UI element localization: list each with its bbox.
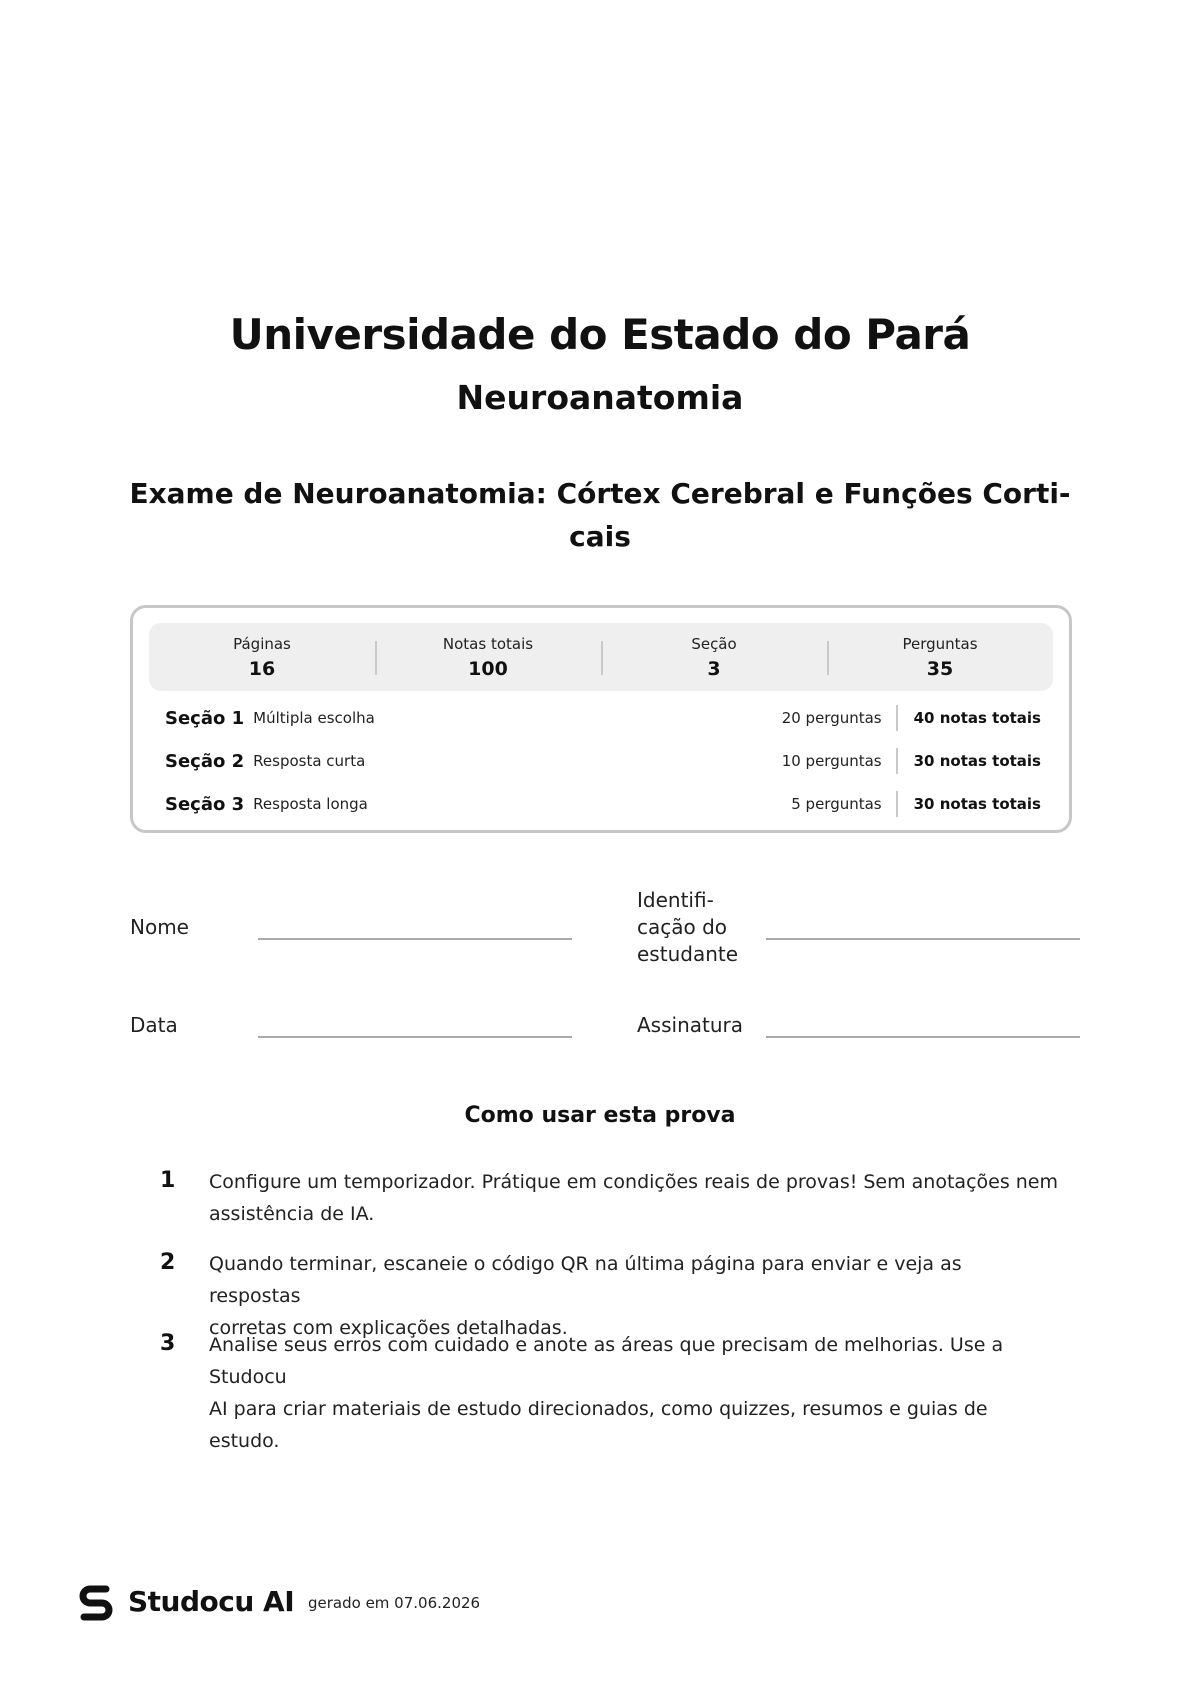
exam-title-line-1: Exame de Neuroanatomia: Córtex Cerebral e Funções Corti- — [129, 477, 1071, 510]
section-meta — [782, 705, 1041, 731]
studocu-logo-icon — [78, 1583, 114, 1621]
student-id-label-line-3: estudante — [637, 942, 739, 966]
divider — [896, 705, 898, 731]
divider — [896, 791, 898, 817]
section-row-1 — [165, 703, 1041, 733]
section-meta — [782, 748, 1041, 774]
student-id-label — [637, 887, 738, 968]
step-text — [209, 1329, 1059, 1457]
step-text-line: corretas com explicações detalhadas. — [209, 1317, 568, 1339]
brand-name: Studocu AI — [128, 1585, 295, 1618]
step-text-line: assistência de IA. — [209, 1203, 375, 1225]
section-type: Resposta longa — [253, 795, 368, 813]
step-text-line: AI para criar materiais de estudo direcionados, como quizzes, resumos e guias de estudo. — [209, 1398, 988, 1452]
section-points: 40 notas totais — [913, 709, 1041, 727]
section-name: Seção 2 — [165, 750, 245, 772]
stat-value: 100 — [468, 657, 508, 680]
step-text — [209, 1166, 1059, 1230]
section-name: Seção 1 — [165, 707, 245, 729]
section-type: Múltipla escolha — [253, 709, 375, 727]
stat-label: Seção — [691, 634, 737, 653]
step-text-line: Quando terminar, escaneie o código QR na última página para enviar e veja as respostas — [209, 1253, 962, 1307]
stat-value: 35 — [926, 657, 954, 680]
stats-bar — [149, 623, 1053, 691]
student-id-field[interactable] — [766, 938, 1080, 940]
stat-questions — [827, 623, 1053, 691]
student-id-label-line-1: Identifi- — [637, 888, 714, 912]
stat-sections — [601, 623, 827, 691]
signature-field[interactable] — [766, 1036, 1080, 1038]
step-text-line: Configure um temporizador. Prátique em condições reais de provas! Sem anotações nem — [209, 1171, 1059, 1193]
exam-title — [120, 472, 1080, 558]
date-label: Data — [130, 1013, 178, 1037]
section-meta — [791, 791, 1041, 817]
name-label: Nome — [130, 915, 189, 939]
section-row-2 — [165, 746, 1041, 776]
step-text-line: Analise seus erros com cuidado e anote as áreas que precisam de melhorias. Use a Studocu — [209, 1334, 1004, 1388]
exam-title-line-2: cais — [569, 520, 631, 553]
stat-value: 3 — [707, 657, 721, 680]
name-field[interactable] — [258, 938, 572, 940]
step-number: 2 — [160, 1250, 176, 1275]
section-question-count: 20 perguntas — [781, 709, 882, 727]
section-points: 30 notas totais — [913, 795, 1041, 813]
university-name: Universidade do Estado do Pará — [229, 310, 971, 359]
howto-title: Como usar esta prova — [464, 1103, 736, 1128]
stat-label: Notas totais — [442, 634, 534, 653]
stat-value: 16 — [248, 657, 276, 680]
divider — [896, 748, 898, 774]
generated-date: gerado em 07.06.2026 — [308, 1594, 481, 1612]
section-question-count: 5 perguntas — [791, 795, 882, 813]
course-name: Neuroanatomia — [456, 378, 744, 417]
stat-pages — [149, 623, 375, 691]
section-points: 30 notas totais — [913, 752, 1041, 770]
stat-label: Páginas — [233, 634, 291, 653]
exam-summary-box — [130, 605, 1072, 833]
stat-total-marks — [375, 623, 601, 691]
section-row-3 — [165, 789, 1041, 819]
signature-label: Assinatura — [637, 1013, 744, 1037]
student-id-label-line-2: cação do — [637, 915, 728, 939]
stat-label: Perguntas — [902, 634, 978, 653]
section-type: Resposta curta — [253, 752, 366, 770]
section-name: Seção 3 — [165, 793, 245, 815]
date-field[interactable] — [258, 1036, 572, 1038]
section-question-count: 10 perguntas — [781, 752, 882, 770]
step-number: 3 — [160, 1331, 176, 1356]
step-number: 1 — [160, 1168, 176, 1193]
